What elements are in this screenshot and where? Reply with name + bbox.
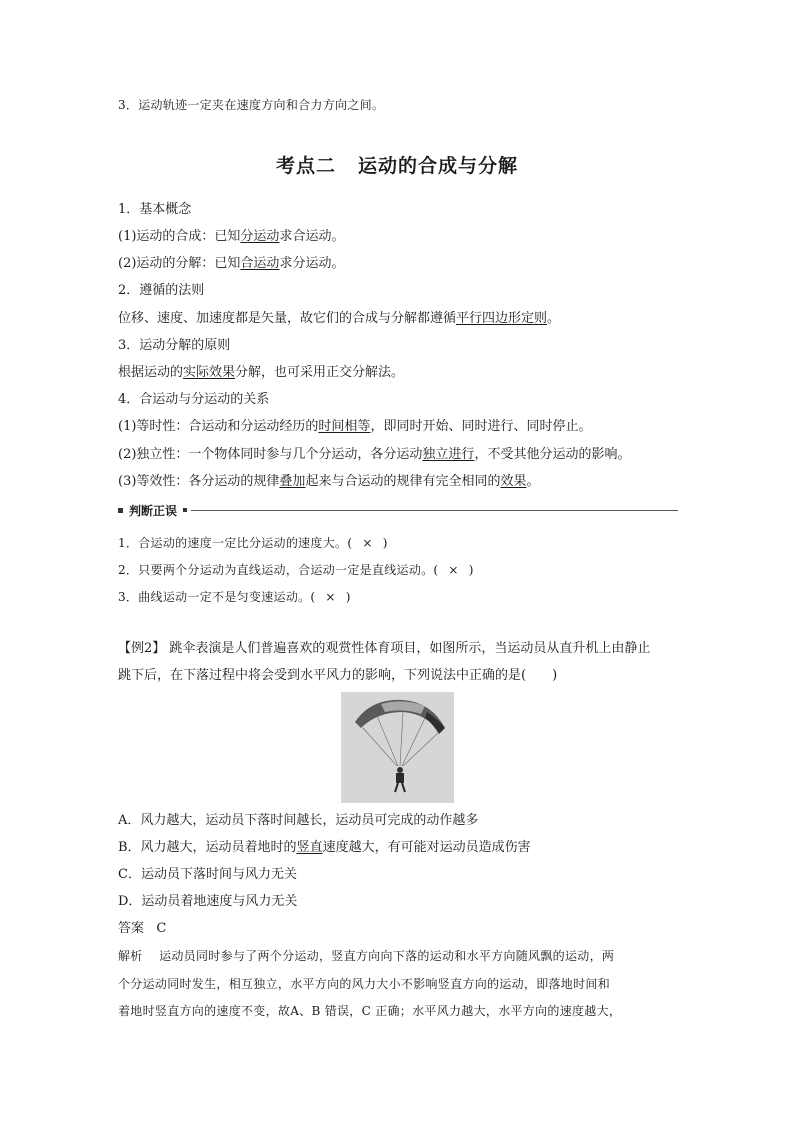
analysis-line-2: 个分运动同时发生，相互独立，水平方向的风力大小不影响竖直方向的运动，即落地时间和 <box>118 977 611 991</box>
analysis-line-3: 着地时竖直方向的速度不变，故A、B 错误，C 正确；水平风力越大，水平方向的速度越大， <box>118 1004 622 1018</box>
answer-line: 答案 C <box>118 921 167 936</box>
analysis-line-1: 解析 运动员同时参与了两个分运动，竖直方向向下落的运动和水平方向随风飘的运动，两 <box>118 949 615 963</box>
section-title: 考点二 运动的合成与分解 <box>275 155 519 177</box>
rule-line: 位移、速度、加速度都是矢量，故它们的合成与分解都遵循平行四边形定则。 <box>118 311 561 326</box>
option-b: B．风力越大，运动员着地时的竖直速度越大，有可能对运动员造成伤害 <box>118 840 531 855</box>
heading-basic-concept: 1．基本概念 <box>118 202 192 217</box>
concept-line-1: (1)运动的合成：已知分运动求合运动。 <box>118 229 345 244</box>
square-bullet-icon <box>118 508 123 513</box>
heading-rules: 2．遵循的法则 <box>118 283 205 298</box>
dot-icon <box>183 508 187 512</box>
judge-question-2: 2．只要两个分运动为直线运动，合运动一定是直线运动。( × ) <box>118 563 474 577</box>
example-text-1: 【例2】 跳伞表演是人们普遍喜欢的观赏性体育项目，如图所示，当运动员从直升机上由静止 <box>118 641 651 656</box>
judge-label: 判断正误 <box>129 503 178 518</box>
concept-line-2: (2)运动的分解：已知合运动求分运动。 <box>118 256 345 271</box>
heading-principle: 3．运动分解的原则 <box>118 338 231 353</box>
parachutist-photo <box>341 692 454 803</box>
judge-section-bar <box>118 502 678 518</box>
divider <box>191 510 678 511</box>
example-text-2: 跳下后，在下落过程中将会受到水平风力的影响，下列说法中正确的是( ) <box>118 668 558 683</box>
principle-line: 根据运动的实际效果分解，也可采用正交分解法。 <box>118 365 405 380</box>
top-note: 3．运动轨迹一定夹在速度方向和合力方向之间。 <box>118 98 385 112</box>
judge-question-1: 1．合运动的速度一定比分运动的速度大。( × ) <box>118 536 388 550</box>
option-d: D．运动员着地速度与风力无关 <box>118 894 298 909</box>
relation-line-3: (3)等效性：各分运动的规律叠加起来与合运动的规律有完全相同的效果。 <box>118 474 540 489</box>
relation-line-1: (1)等时性：合运动和分运动经历的时间相等，即同时开始、同时进行、同时停止。 <box>118 419 592 434</box>
heading-relations: 4．合运动与分运动的关系 <box>118 392 270 407</box>
option-a: A．风力越大，运动员下落时间越长，运动员可完成的动作越多 <box>118 813 479 828</box>
option-c: C．运动员下落时间与风力无关 <box>118 867 297 882</box>
judge-question-3: 3．曲线运动一定不是匀变速运动。( × ) <box>118 590 351 604</box>
relation-line-2: (2)独立性：一个物体同时参与几个分运动，各分运动独立进行，不受其他分运动的影响。 <box>118 447 631 462</box>
